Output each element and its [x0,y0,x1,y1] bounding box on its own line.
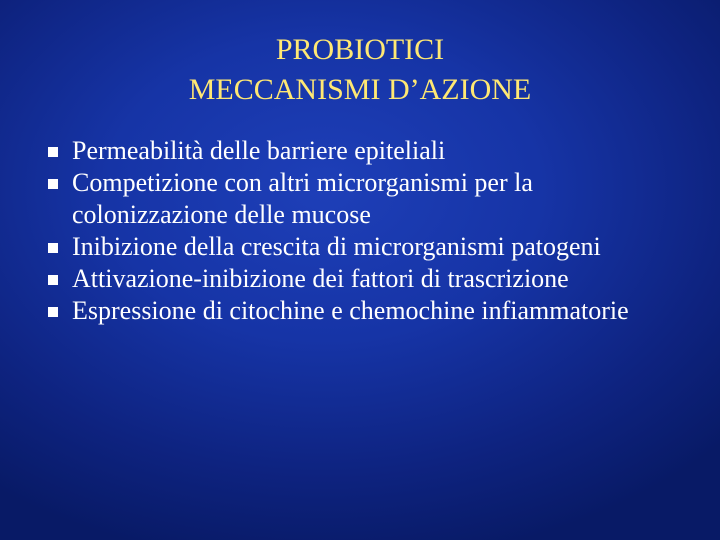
bullet-item [48,295,688,327]
bullet-text: Attivazione-inibizione dei fattori di trascrizione [72,264,569,293]
title-line-1: PROBIOTICI [275,33,445,66]
bullet-item [48,167,688,231]
bullet-item [48,263,688,295]
bullet-item [48,135,688,167]
square-bullet-icon [48,179,58,189]
bullet-list [48,135,688,327]
bullet-text: Espressione di citochine e chemochine infiammatorie [72,296,629,325]
bullet-text: Inibizione della crescita di microrganismi patogeni [72,232,601,261]
bullet-text: Competizione con altri microrganismi per la colonizzazione delle mucose [72,168,533,229]
square-bullet-icon [48,275,58,285]
square-bullet-icon [48,243,58,253]
square-bullet-icon [48,147,58,157]
bullet-item [48,231,688,263]
square-bullet-icon [48,307,58,317]
bullet-text: Permeabilità delle barriere epiteliali [72,136,446,165]
slide-title [0,30,720,110]
title-line-2: MECCANISMI D’AZIONE [188,73,532,106]
